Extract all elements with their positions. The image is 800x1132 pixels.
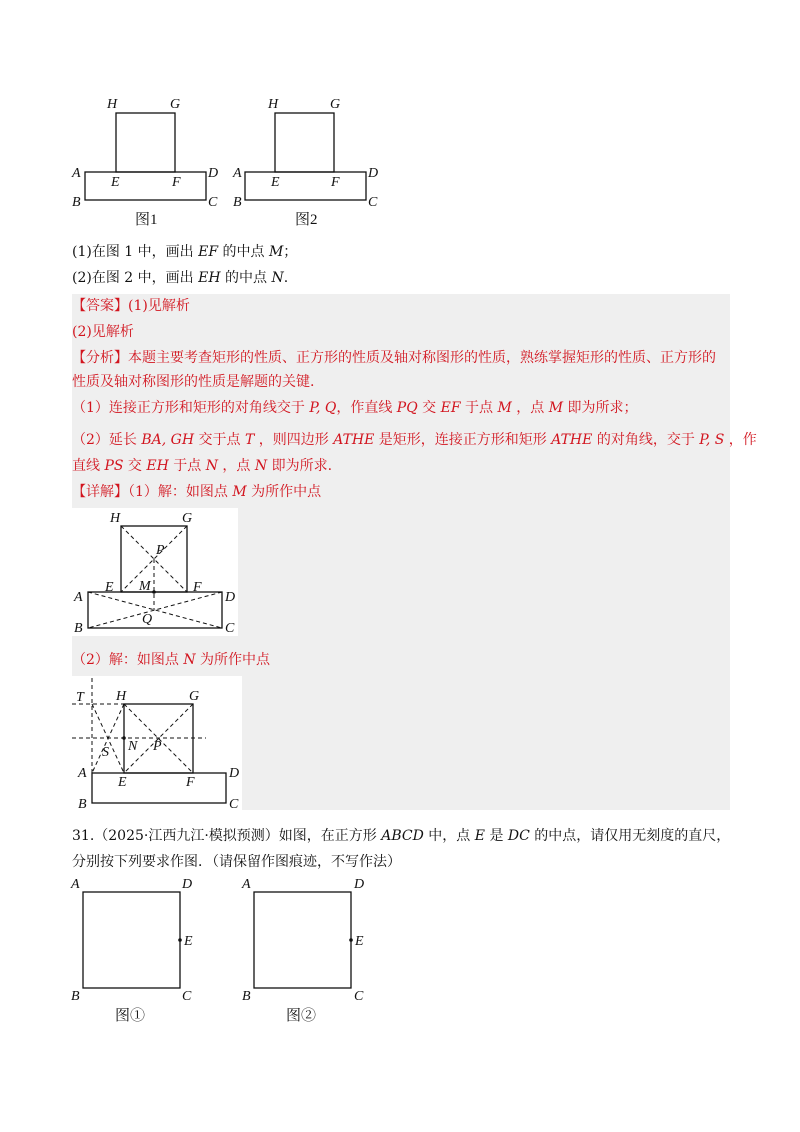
fig1-label-D: D (208, 166, 219, 181)
sol1-label-M: M (139, 579, 151, 594)
fig1-label-A: A (72, 166, 81, 181)
step2-l2a: 直线 (72, 458, 105, 474)
fig2-label-D: D (368, 166, 379, 181)
sol2-label-B: B (78, 797, 87, 812)
q31-fig2-E: E (355, 934, 364, 949)
step2-ba: BA, GH (141, 432, 195, 448)
step2-t: T (244, 432, 255, 448)
q31-number: 31. (72, 828, 95, 844)
fig1-label-H: H (107, 97, 118, 112)
analysis-text-1: 本题主要考查矩形的性质、正方形的性质及轴对称图形的性质，熟练掌握矩形的性质、正方形的 (128, 350, 716, 366)
detail-p1m: M (232, 484, 247, 500)
step1-ef: EF (440, 400, 461, 416)
q31-figures (60, 872, 400, 1032)
detail-label: 【详解】 (72, 484, 128, 500)
top-figures (60, 88, 420, 238)
sol1-label-Q: Q (142, 612, 153, 627)
step2-ps: P, S (699, 432, 725, 448)
detail-line-1 (72, 482, 321, 502)
q31-fig2-caption: 图② (286, 1008, 317, 1024)
sol1-label-E: E (105, 580, 114, 595)
detail-p1a: （1）解：如图点 (128, 484, 233, 500)
fig1-label-B: B (72, 195, 81, 210)
sol2-label-G: G (189, 689, 200, 704)
analysis-step-2 (72, 430, 757, 450)
fig2-label-A: A (233, 166, 242, 181)
sol2-label-T: T (76, 690, 84, 705)
q31-l1c: 是 (485, 828, 508, 844)
step2-a: （2）延长 (72, 432, 142, 448)
analysis-step-2-cont (72, 456, 332, 476)
step1-a: （1）连接正方形和矩形的对角线交于 (72, 400, 310, 416)
q31-fig2-D: D (354, 877, 365, 892)
step2-f: ，作 (724, 432, 757, 448)
sol2-label-P: P (153, 739, 162, 754)
detail-p1b: 为所作中点 (246, 484, 322, 500)
detail-p2b: 为所作中点 (195, 652, 271, 668)
answer-2: (2)见解析 (72, 324, 134, 340)
sol2-label-S: S (102, 745, 109, 760)
q31-fig1-A: A (71, 877, 80, 892)
question-2 (72, 268, 288, 288)
detail-p2n: N (183, 652, 196, 668)
fig2-caption: 图2 (295, 212, 318, 228)
q1-segment: EF (198, 244, 219, 260)
fig2-label-H: H (268, 97, 279, 112)
step2-l2c: 于点 (168, 458, 206, 474)
answer-line-1 (72, 296, 190, 316)
figure-2 (245, 113, 366, 200)
sol2-label-C: C (229, 797, 239, 812)
sol1-label-B: B (74, 621, 83, 636)
step2-l2e: 即为所求. (267, 458, 333, 474)
q31-fig1-D: D (182, 877, 193, 892)
analysis-text-2: 性质及轴对称图形的性质是解题的关键. (72, 374, 315, 390)
q1-prefix: (1)在图 1 中，画出 (72, 244, 199, 260)
step1-c: 交 (417, 400, 441, 416)
sol2-label-F: F (186, 775, 195, 790)
q31-line-1 (72, 826, 730, 846)
sol2-label-D: D (229, 766, 240, 781)
step1-m2: M (548, 400, 564, 416)
q31-fig1-E: E (184, 934, 193, 949)
step1-pq: P, Q (309, 400, 337, 416)
q31-e: E (474, 828, 485, 844)
q31-fig1-C: C (182, 989, 192, 1004)
step2-athe: ATHE (333, 432, 375, 448)
step2-e: 的对角线，交于 (592, 432, 700, 448)
sol2-label-E: E (118, 775, 127, 790)
step2-n2: N (254, 458, 268, 474)
step2-ps2: PS (104, 458, 124, 474)
q31-l1a: （2025·江西九江·模拟预测）如图，在正方形 (94, 828, 382, 844)
step1-b: ，作直线 (336, 400, 397, 416)
q31-l1d: 的中点，请仅用无刻度的直尺， (529, 828, 731, 844)
answer-label: 【答案】 (72, 298, 128, 314)
q31-figure-1 (83, 892, 180, 988)
q2-point: N (271, 270, 284, 286)
detail-p2a: （2）解：如图点 (72, 652, 184, 668)
q2-segment: EH (198, 270, 221, 286)
answer-line-2 (72, 322, 134, 342)
answer-1: (1)见解析 (128, 298, 190, 314)
q2-prefix: (2)在图 2 中，画出 (72, 270, 199, 286)
q2-mid: 的中点 (220, 270, 272, 286)
sol1-label-F: F (193, 580, 202, 595)
sol2-label-N: N (128, 739, 138, 754)
solution-figure-2 (72, 676, 242, 814)
fig2-label-F: F (331, 175, 340, 190)
q31-fig2-C: C (354, 989, 364, 1004)
q1-point: M (268, 244, 284, 260)
detail-line-2 (72, 650, 270, 670)
q31-l2: 分别按下列要求作图．（请保留作图痕迹，不写作法） (72, 854, 401, 870)
sol2-label-H: H (116, 689, 127, 704)
sol1-label-A: A (74, 590, 83, 605)
q31-line-2 (72, 852, 401, 872)
fig2-label-G: G (330, 97, 341, 112)
step1-d: 于点 (460, 400, 498, 416)
step2-n: N (205, 458, 218, 474)
solution-figure-1 (72, 508, 238, 636)
step2-l2d: ，点 (217, 458, 255, 474)
sol1-label-P: P (156, 543, 165, 558)
step2-d: 是矩形，连接正方形和矩形 (374, 432, 552, 448)
q31-l1b: 中，点 (423, 828, 475, 844)
step1-e: ，点 (511, 400, 549, 416)
fig2-label-C: C (368, 195, 378, 210)
step2-l2b: 交 (123, 458, 147, 474)
fig1-caption: 图1 (135, 212, 158, 228)
fig1-label-G: G (170, 97, 181, 112)
sol1-label-G: G (182, 511, 193, 526)
fig1-label-E: E (111, 175, 120, 190)
sol1-label-H: H (110, 511, 121, 526)
q31-fig2-A: A (242, 877, 251, 892)
q31-figure-2 (254, 892, 351, 988)
sol1-label-D: D (225, 590, 236, 605)
step2-c: ，则四边形 (254, 432, 334, 448)
fig1-label-C: C (208, 195, 218, 210)
q31-abcd: ABCD (381, 828, 424, 844)
q1-mid: 的中点 (218, 244, 269, 260)
fig1-label-F: F (172, 175, 181, 190)
step1-m: M (497, 400, 512, 416)
analysis-line-1 (72, 348, 716, 368)
figure-1 (85, 113, 206, 200)
fig2-label-E: E (271, 175, 280, 190)
q31-fig2-B: B (242, 989, 251, 1004)
step2-b: 交于点 (194, 432, 245, 448)
analysis-step-1 (72, 398, 637, 418)
q31-fig1-B: B (71, 989, 80, 1004)
step2-athe2: ATHE (551, 432, 593, 448)
q2-suffix: . (283, 270, 289, 286)
sol2-label-A: A (78, 766, 87, 781)
sol1-label-C: C (225, 621, 235, 636)
step1-pq2: PQ (396, 400, 418, 416)
q31-fig1-caption: 图① (115, 1008, 146, 1024)
analysis-line-2 (72, 372, 314, 392)
question-1 (72, 242, 297, 262)
q31-dc: DC (507, 828, 530, 844)
fig2-label-B: B (233, 195, 242, 210)
q1-suffix: ； (283, 244, 298, 260)
analysis-label: 【分析】 (72, 350, 128, 366)
step2-eh: EH (146, 458, 169, 474)
step1-f: 即为所求； (563, 400, 638, 416)
